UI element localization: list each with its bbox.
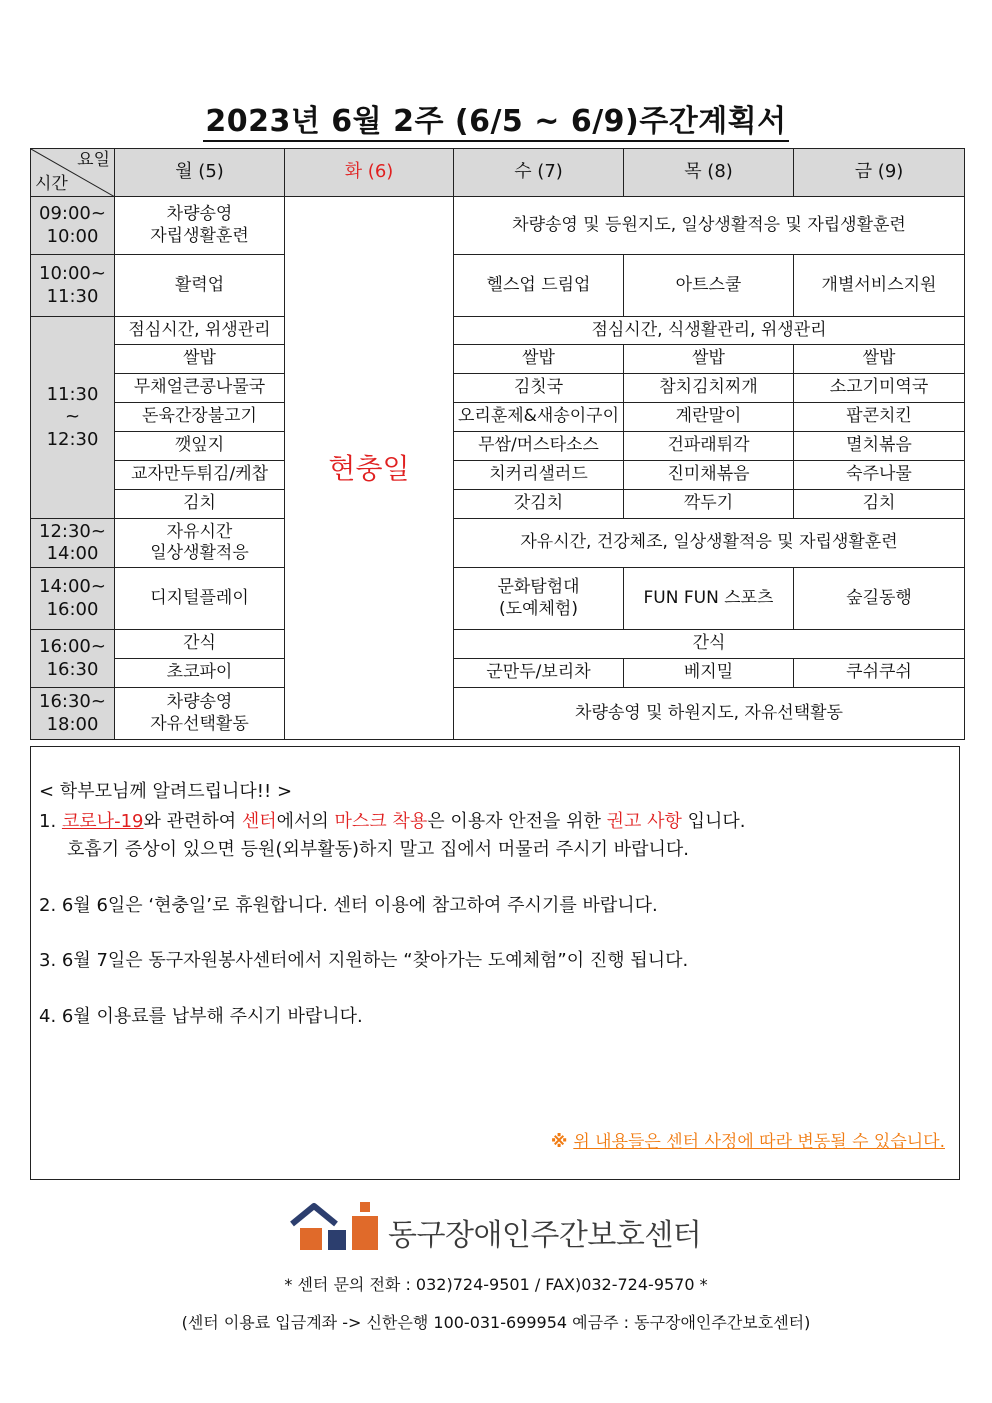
thu-menu-item: 깍두기 [624,490,794,519]
mon-lunch-title: 점심시간, 위생관리 [115,317,285,345]
thu-menu-item: 진미채볶음 [624,461,794,490]
day-header-fri: 금 (9) [794,149,965,197]
tue-holiday-cell [285,197,454,740]
day-header-wed: 수 (7) [454,149,624,197]
corner-time-label: 시간 [35,173,68,194]
mon-snack-item: 초코파이 [115,659,285,688]
corner-cell [31,149,115,197]
time-cell: 10:00~ 11:30 [31,255,115,317]
fri-menu-item: 쌀밥 [794,345,965,374]
mon-menu-item: 쌀밥 [115,345,285,374]
time-cell: 09:00~ 10:00 [31,197,115,255]
notice-heading: < 학부모님께 알려드립니다!! > [39,781,293,802]
time-cell: 12:30~ 14:00 [31,519,115,568]
menu-row [31,403,965,432]
wed-menu-item: 쌀밥 [454,345,624,374]
wed-activity: 문화탐험대 (도예체험) [454,568,624,630]
menu-row [31,461,965,490]
schedule-row [31,688,965,740]
wed-menu-item: 김칫국 [454,374,624,403]
wed-menu-item: 오리훈제&새송이구이 [454,403,624,432]
schedule-row [31,197,965,255]
mon-snack-title: 간식 [115,630,285,659]
mon-menu-item: 돈육간장불고기 [115,403,285,432]
wed-menu-item: 갓김치 [454,490,624,519]
wed-activity: 헬스업 드림업 [454,255,624,317]
org-logo [288,1200,728,1256]
contact-info: * 센터 문의 전화 : 032)724-9501 / FAX)032-724-9570 * [284,1275,708,1294]
schedule-row [31,519,965,568]
mon-menu-item: 깻잎지 [115,432,285,461]
fri-menu-item: 김치 [794,490,965,519]
notice-item-1: 1. 코로나-19와 관련하여 센터에서의 마스크 착용은 이용자 안전을 위한 권고 사항 입니다. [39,811,746,832]
notice-disclaimer: ※ 위 내용들은 센터 사정에 따라 변동될 수 있습니다. [550,1132,945,1152]
fri-activity: 숲길동행 [794,568,965,630]
notice-item-4: 4. 6월 이용료를 납부해 주시기 바랍니다. [39,1006,363,1027]
mon-activity: 자유시간 일상생활적응 [115,519,285,568]
thu-menu-item: 참치김치찌개 [624,374,794,403]
wed-fri-lunch-title: 점심시간, 식생활관리, 위생관리 [454,317,965,345]
menu-row [31,345,965,374]
thu-menu-item: 계란말이 [624,403,794,432]
time-cell: 14:00~ 16:00 [31,568,115,630]
notice-item-3: 3. 6월 7일은 동구자원봉사센터에서 지원하는 “찾아가는 도예체험”이 진행 됩니다. [39,950,689,971]
mon-menu-item: 김치 [115,490,285,519]
schedule-row [31,255,965,317]
menu-row [31,432,965,461]
fri-menu-item: 소고기미역국 [794,374,965,403]
holiday-label: 현충일 [328,451,410,485]
time-cell: 16:30~ 18:00 [31,688,115,740]
thu-menu-item: 쌀밥 [624,345,794,374]
page-title: 2023년 6월 2주 (6/5 ~ 6/9)주간계획서 [0,96,992,140]
fri-menu-item: 팝콘치킨 [794,403,965,432]
mon-menu-item: 무채얼큰콩나물국 [115,374,285,403]
schedule-row [31,568,965,630]
thu-activity: FUN FUN 스포츠 [624,568,794,630]
mon-activity: 디지털플레이 [115,568,285,630]
wed-fri-activity: 자유시간, 건강체조, 일상생활적응 및 자립생활훈련 [454,519,965,568]
corner-day-label: 요일 [77,150,110,170]
day-header-thu: 목 (8) [624,149,794,197]
menu-row [31,374,965,403]
snack-row [31,630,965,659]
wed-fri-activity: 차량송영 및 등원지도, 일상생활적응 및 자립생활훈련 [454,197,965,255]
fri-activity: 개별서비스지원 [794,255,965,317]
fri-menu-item: 숙주나물 [794,461,965,490]
mon-menu-item: 교자만두튀김/케찹 [115,461,285,490]
notice-item-1-line2: 호흡기 증상이 있으면 등원(외부활동)하지 말고 집에서 머물러 주시기 바랍니다. [67,839,689,860]
mon-activity: 차량송영 자립생활훈련 [115,197,285,255]
time-cell-lunch: 11:30 ~ 12:30 [31,317,115,519]
wed-fri-activity: 차량송영 및 하원지도, 자유선택활동 [454,688,965,740]
snack-row [31,659,965,688]
day-header-tue: 화 (6) [285,149,454,197]
wed-menu-item: 치커리샐러드 [454,461,624,490]
bank-info: (센터 이용료 입금계좌 -> 신한은행 100-031-699954 예금주 : 동구장애인주간보호센터) [181,1313,811,1332]
notice-item-2: 2. 6월 6일은 ‘현충일’로 휴원합니다. 센터 이용에 참고하여 주시기를 바랍니다. [39,895,658,916]
wed-fri-snack-title: 간식 [454,630,965,659]
fri-menu-item: 멸치볶음 [794,432,965,461]
time-cell: 16:00~ 16:30 [31,630,115,688]
house-logo-icon [288,1200,384,1256]
wed-menu-item: 무쌈/머스타소스 [454,432,624,461]
fri-snack-item: 쿠쉬쿠쉬 [794,659,965,688]
thu-snack-item: 베지밀 [624,659,794,688]
header-row [31,149,965,197]
lunch-row [31,317,965,345]
wed-snack-item: 군만두/보리차 [454,659,624,688]
thu-activity: 아트스쿨 [624,255,794,317]
mon-activity: 차량송영 자유선택활동 [115,688,285,740]
thu-menu-item: 건파래튀각 [624,432,794,461]
mon-activity: 활력업 [115,255,285,317]
org-name: 동구장애인주간보호센터 [388,1218,702,1253]
weekly-schedule-table [30,148,965,740]
notice-box [30,746,960,1180]
day-header-mon: 월 (5) [115,149,285,197]
menu-row [31,490,965,519]
